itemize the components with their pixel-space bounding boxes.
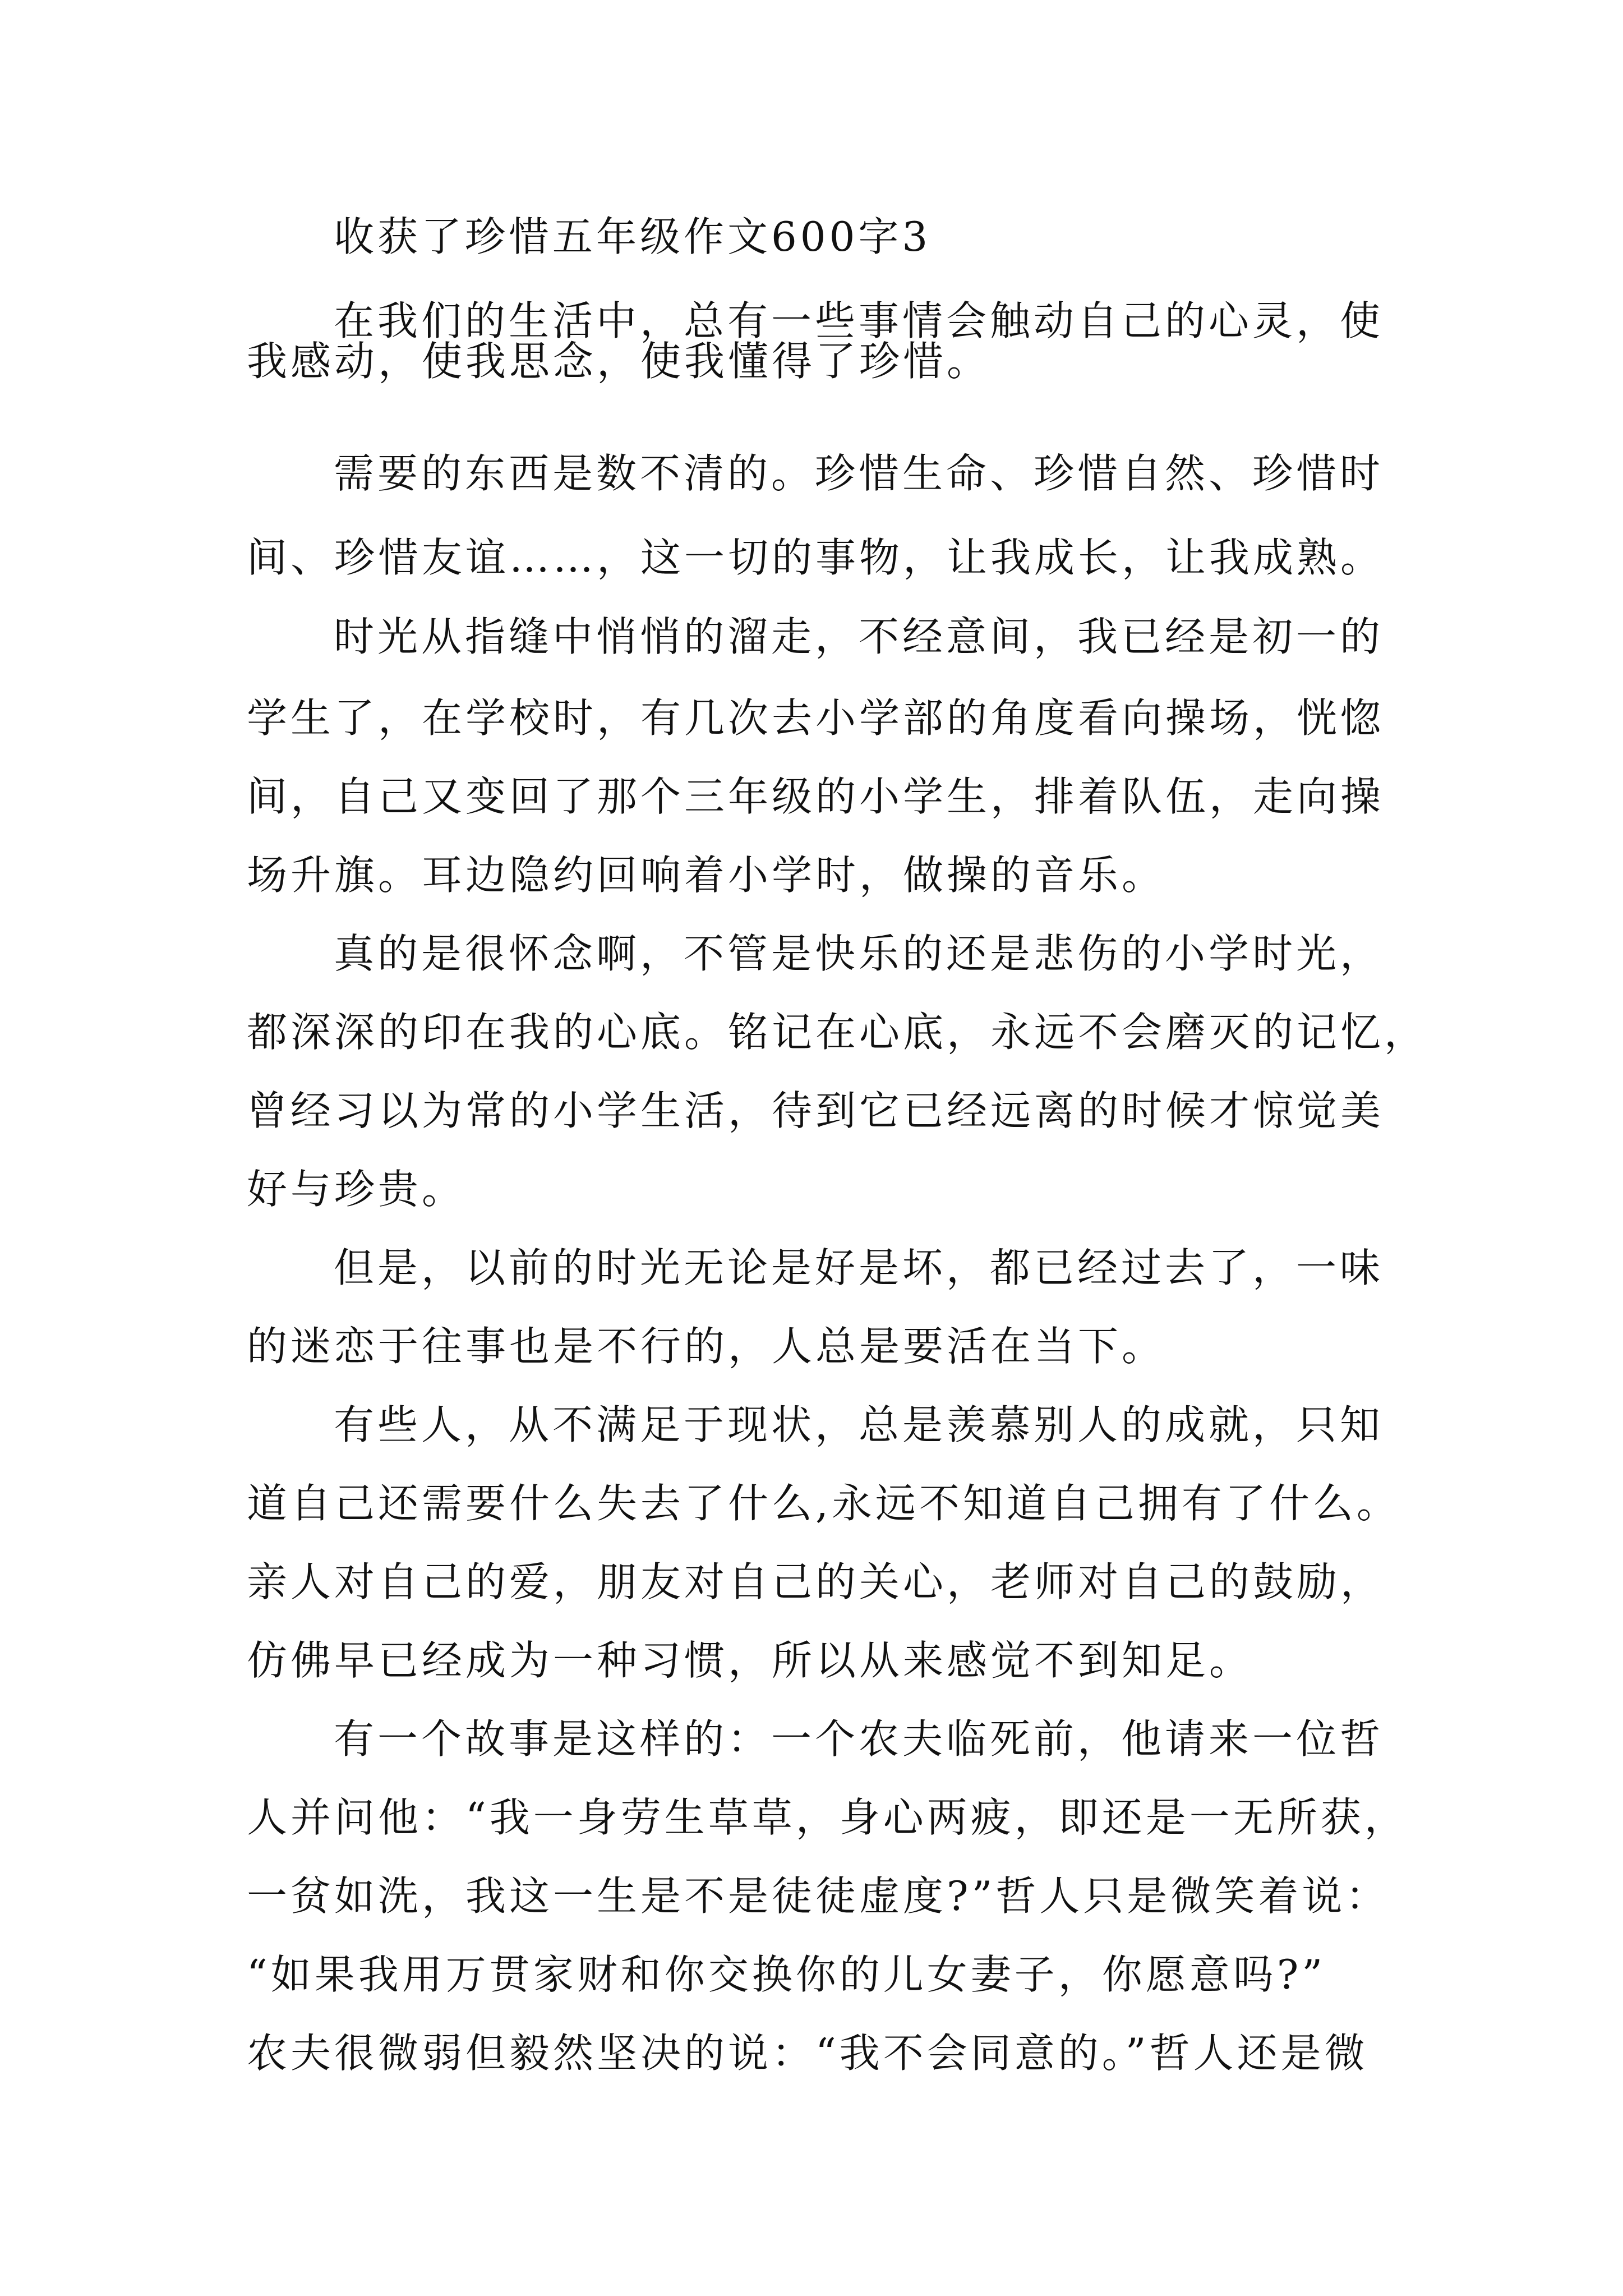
text-line-2: 我感动，使我思念，使我懂得了珍惜。 <box>247 338 991 385</box>
text-line-8: 场升旗。耳边隐约回响着小学时，做操的音乐。 <box>247 852 1166 899</box>
text-line-14: 的迷恋于往事也是不行的，人总是要活在当下。 <box>247 1323 1166 1370</box>
text-line-3: 需要的东西是数不清的。珍惜生命、珍惜自然、珍惜时 <box>334 450 1384 497</box>
text-line-20: 人并问他：“我一身劳生草草，身心两疲，即还是一无所获， <box>247 1794 1408 1841</box>
text-line-17: 亲人对自己的爱，朋友对自己的关心，老师对自己的鼓励， <box>247 1558 1385 1605</box>
text-line-12: 好与珍贵。 <box>247 1166 466 1213</box>
text-line-10: 都深深的印在我的心底。铭记在心底，永远不会磨灭的记忆， <box>247 1009 1428 1056</box>
text-line-9: 真的是很怀念啊，不管是快乐的还是悲伤的小学时光， <box>334 930 1384 977</box>
text-line-15: 有些人，从不满足于现状，总是羡慕别人的成就，只知 <box>334 1401 1384 1448</box>
text-line-1: 在我们的生活中，总有一些事情会触动自己的心灵，使 <box>334 297 1384 344</box>
text-line-23: 农夫很微弱但毅然坚决的说：“我不会同意的。”哲人还是微 <box>247 2030 1368 2077</box>
text-line-22: “如果我用万贯家财和你交换你的儿女妻子，你愿意吗?” <box>247 1951 1326 1998</box>
text-line-11: 曾经习以为常的小学生活，待到它已经远离的时候才惊觉美 <box>247 1087 1385 1134</box>
text-line-21: 一贫如洗，我这一生是不是徒徒虚度?”哲人只是微笑着说： <box>247 1872 1390 1920</box>
text-line-13: 但是，以前的时光无论是好是坏，都已经过去了，一味 <box>334 1244 1384 1291</box>
text-line-18: 仿佛早已经成为一种习惯，所以从来感觉不到知足。 <box>247 1637 1253 1684</box>
text-line-19: 有一个故事是这样的：一个农夫临死前，他请来一位哲 <box>334 1715 1384 1763</box>
text-line-5: 时光从指缝中悄悄的溜走，不经意间，我已经是初一的 <box>334 613 1384 660</box>
document-title: 收获了珍惜五年级作文600字3 <box>334 213 932 260</box>
text-line-4: 间、珍惜友谊……，这一切的事物，让我成长，让我成熟。 <box>247 534 1385 581</box>
text-line-16: 道自己还需要什么失去了什么,永远不知道自己拥有了什么。 <box>247 1480 1400 1527</box>
text-line-7: 间，自己又变回了那个三年级的小学生，排着队伍，走向操 <box>247 773 1385 820</box>
text-line-6: 学生了，在学校时，有几次去小学部的角度看向操场，恍惚 <box>247 694 1385 742</box>
